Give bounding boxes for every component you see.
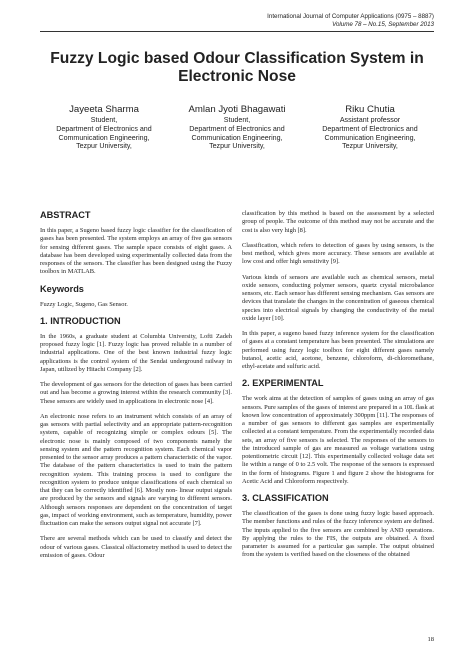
intro-paragraph-4: There are several methods which can be used to classify and detect the odour of various gases. Classical olfactometry method is used to detect the emission of gases. Odour [40,535,232,559]
author-1 [40,104,168,151]
author-block [40,104,434,151]
page-number: 18 [427,636,434,643]
author-dept: Department of Electronics and Communication Engineering, [56,124,152,142]
journal-header [267,13,434,29]
journal-line: International Journal of Computer Applications (0975 – 8887) [267,13,434,20]
intro-paragraph-1: In the 1960s, a graduate student at Columbia University, Lofti Zadeh proposed fuzzy logic [1]. Fuzzy logic has proved reliable in a number of industrial applications. One of the best known industrial fuzzy logic applications is the control system of the Sendai underground railway in Japan, utilized by Hitachi Company [2]. [40,332,232,373]
keywords-heading: Keywords [40,283,84,294]
author-role: Student, [90,116,118,124]
paper-title: Fuzzy Logic based Odour Classification System in Electronic Nose [50,50,424,85]
author-role: Student, [223,116,251,124]
left-column [40,210,232,567]
intro-paragraph-6: Classification, which refers to detection of gases by using sensors, is the best method, which gives more accuracy. These sensors are available at low cost and offer high sensitivity [9]. [242,241,434,266]
author-dept: Department of Electronics and Communication Engineering, [189,124,285,142]
intro-paragraph-2: The development of gas sensors for the detection of gases has been carried out and has become a growing interest within the research community [3]. These sensors are widely used in applications in electronic nose [4]. [40,381,232,405]
author-name: Amlan Jyoti Bhagawati [188,104,286,115]
author-inst: Tezpur University, [342,142,398,151]
author-2 [173,104,301,151]
author-name: Riku Chutia [345,104,395,115]
author-role: Assistant professor [339,116,401,124]
volume-line: Volume 78 – No.15, September 2013 [332,21,434,28]
author-inst: Tezpur University, [76,142,132,151]
intro-paragraph-5: classification by this method is based on the assessment by a selected group of people. The outcome of this method may not be accurate and the cost is also very high [8]. [242,210,434,234]
abstract-text: In this paper, a Sugeno based fuzzy logic classifier for the classification of gases has been presented. The system employs an array of five gas sensors for sensing different gases. The sample space consists of eight gases. A database has been developed using experimentally collected data from the responses of the sensors. The classifier has been designed using the Fuzzy toolbox in MATLAB. [40,227,232,276]
intro-paragraph-7: Various kinds of sensors are available such as chemical sensors, metal oxide sensors, conducting polymer sensors, quartz crystal microbalance sensors, etc. Each sensor has different sensing mechanism. Gas sensors are devices that translate the changes in the concentration of gaseous chemical species into electrical signals by changing the conductivity of the metal oxide layer [10]. [242,273,434,322]
classification-text: The classification of the gases is done using fuzzy logic based approach. The member functions and rules of the fuzzy inference system are defined. The inputs applied to the five sensors are combined by AND operations. By applying the rules to the FIS, the outputs are obtained. A fixed parameter is assumed for a particular gas sample. The output obtained from the system is verified based on the closeness of the obtained [242,510,434,559]
experimental-text: The work aims at the detection of samples of gases using an array of gas sensors. Pure samples of the gases of interest are prepared in a 10L flask at known low concentration of approximately 300ppm [11]. The responses of a number of gas sensors to different gas samples are experimentally collected at a constant temperature. From the experimentally recorded data sets, an array of five sensors is selected. The responses of the sensors to the introduced sample of gas are measured as voltage variations using potentiometric circuit [12]. This experimentally collected voltage data set lie within a range of 0 to 2.5 volt. The response of the sensors is expressed in the form of histograms. Figure 1 and figure 2 show the histograms for Acetic Acid and Chloroform respectively. [242,395,434,485]
experimental-heading: 2. EXPERIMENTAL [242,378,324,389]
introduction-heading: 1. INTRODUCTION [40,315,121,326]
intro-paragraph-8: In this paper, a sugeno based fuzzy inference system for the classification of gases at a constant temperature has been presented. The simulations are performed using fuzzy logic toolbox for eight different gases namely butanol, acetic acid, acetone, benzene, chloroform, di-chloromethane, ethyl-acetate and sulfuric acid. [242,330,434,370]
header-rule [40,31,434,32]
author-inst: Tezpur University, [209,142,265,151]
abstract-heading: ABSTRACT [40,210,91,220]
classification-heading: 3. CLASSIFICATION [242,493,329,503]
author-name: Jayeeta Sharma [69,104,139,115]
intro-paragraph-3: An electronic nose refers to an instrument which consists of an array of gas sensors with partial selectivity and an appropriate pattern-recognition system, capable of recognizing simple or complex odours [5]. The electronic nose is mainly composed of two components namely the sensing system and the pattern recognition system. Each chemical vapor presented to the sensor array produces a pattern characteristic of the vapor. The database of the pattern characteristics is used to train the pattern recognition system. This training process is used to configure the recognition system to produce unique classifications of each chemical so that they can be correctly identified [6]. Mostly non- linear output signals are produced by the sensors and signals are varying to different sensors. Although sensors responses are dependent on the concentration of target gas, impact of working environment, such as temperature, humidity, power fluctuation can make the sensors output signal not accurate [7]. [40,412,232,527]
author-dept: Department of Electronics and Communication Engineering, [322,124,418,142]
author-3 [306,104,434,151]
right-column [242,210,434,567]
keywords-text: Fuzzy Logic, Sugeno, Gas Sensor. [40,300,128,308]
